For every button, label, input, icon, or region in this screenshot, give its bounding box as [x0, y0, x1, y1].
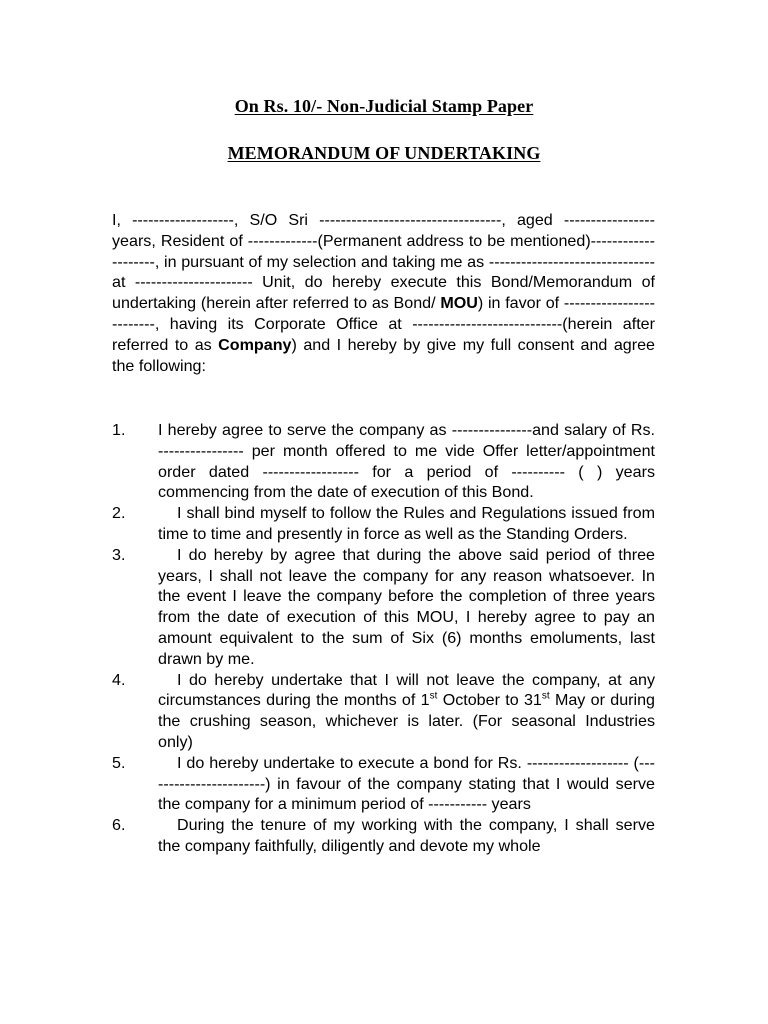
list-item-text: I shall bind myself to follow the Rules and Regulations issued from time to time and presently in force as well as the Standing Orders.: [158, 504, 655, 543]
ordinal-suffix: st: [541, 691, 550, 702]
list-item-number: 5.: [112, 753, 126, 772]
intro-company-bold: Company: [218, 335, 292, 354]
list-item-1: [112, 420, 655, 503]
list-item-text: I do hereby by agree that during the above said period of three years, I shall not leave the company for any reason whatsoever. In the event I leave the company before the completion of three years from the date of execution of this MOU, I hereby agree to pay an amount equivalent to the sum of Six (6) months emoluments, last drawn by me.: [158, 545, 655, 668]
list-item-text-c: May or during the crushing season, whichever is later. (For seasonal Industries only): [158, 691, 655, 751]
list-item-3: [112, 545, 655, 670]
intro-text-part2: ) in favor of -------------------------, having its Corporate Office at ----------------------------(herein after referred to as: [112, 294, 655, 354]
list-item-text: I hereby agree to serve the company as ---------------and salary of Rs. ---------------- per month offered to me vide Offer letter/appointment order dated ------------------ for a period of ---------- ( ) years commencing from the date of execution of this Bond.: [158, 421, 655, 502]
ordinal-suffix: st: [429, 691, 438, 702]
intro-text-part1: I, -------------------, S/O Sri ----------------------------------, aged ----------------- years, Resident of -------------(Permanent address to be mentioned)--------------------, in pursuant of my selection and taking me as ------------------------------- at ---------------------- Unit, do hereby execute this Bond/Memorandum of undertaking (herein after referred to as Bond/: [112, 211, 655, 313]
list-item-number: 6.: [112, 816, 126, 835]
list-item-number: 2.: [112, 504, 126, 523]
intro-paragraph: [112, 210, 655, 376]
stamp-paper-heading: On Rs. 10/- Non-Judicial Stamp Paper: [234, 96, 534, 116]
list-item-2: [112, 503, 655, 545]
list-item-text: I do hereby undertake to execute a bond for Rs. ------------------- (-----------------------) in favour of the company stating that I would serve the company for a minimum period of ----------- years: [158, 753, 655, 814]
list-item-text: During the tenure of my working with the company, I shall serve the company faithfully, diligently and devote my whole: [158, 816, 655, 855]
undertaking-list: [112, 420, 655, 857]
list-item-text-a: I do hereby undertake that I will not leave the company, at any circumstances during the months of 1: [158, 670, 655, 710]
list-item-text-b: October to 31: [437, 691, 542, 710]
intro-text-part3: ) and I hereby by give my full consent and agree the following:: [112, 335, 655, 375]
list-item-number: 1.: [112, 421, 126, 439]
list-item-6: [112, 815, 655, 857]
intro-mou-bold: MOU: [440, 294, 478, 313]
list-item-5: [112, 753, 655, 815]
list-item-number: 4.: [112, 670, 126, 689]
document-title: MEMORANDUM OF UNDERTAKING: [227, 143, 541, 163]
list-item-4: [112, 670, 655, 753]
list-item-text: [158, 670, 655, 753]
list-item-number: 3.: [112, 545, 126, 564]
